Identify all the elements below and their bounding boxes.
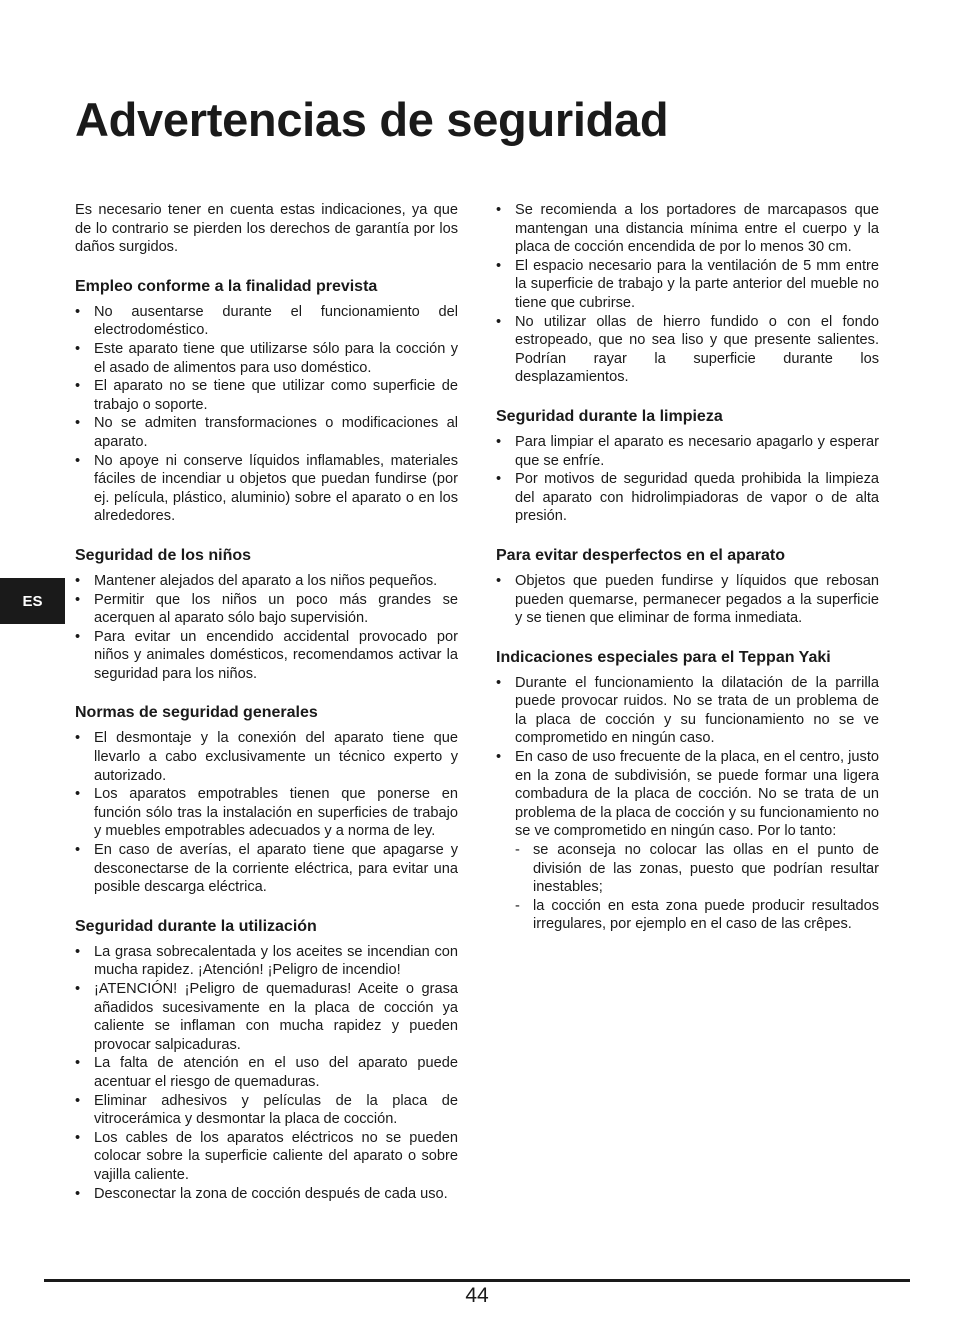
cleaning-safety-list xyxy=(496,433,879,526)
list-item: • Para evitar un encendido accidental provocado por niños y animales domésticos, recomendamos activar la seguridad para los niños. xyxy=(75,628,458,684)
intro-paragraph: Es necesario tener en cuenta estas indicaciones, ya que de lo contrario se pierden los derechos de garantía por los daños surgidos. xyxy=(75,202,458,256)
list-item: • Los cables de los aparatos eléctricos no se pueden colocar sobre la superficie caliente del aparato o sobre vajilla caliente. xyxy=(75,1129,458,1185)
list-item: • Para limpiar el aparato es necesario apagarlo y esperar que se enfríe. xyxy=(496,433,879,470)
list-item: • ¡ATENCIÓN! ¡Peligro de quemaduras! Aceite o grasa añadidos sucesivamente en la placa de cocción ya caliente se inflaman con mucha rapidez y pueden provocar salpicaduras. xyxy=(75,980,458,1054)
list-item: • El espacio necesario para la ventilación de 5 mm entre la superficie de trabajo y la parte anterior del mueble no tiene que cubrirse. xyxy=(496,257,879,313)
list-item: • Eliminar adhesivos y películas de la placa de vitrocerámica y desmontar la placa de cocción. xyxy=(75,1092,458,1129)
page-title: Advertencias de seguridad xyxy=(75,93,669,146)
list-item: • La grasa sobrecalentada y los aceites se incendian con mucha rapidez. ¡Atención! ¡Peligro de incendio! xyxy=(75,943,458,980)
language-tab: ES xyxy=(0,578,65,624)
list-item: • Objetos que pueden fundirse y líquidos que rebosan pueden quemarse, permanecer pegados a la superficie y se tienen que eliminar de forma inmediata. xyxy=(496,572,879,628)
section-heading-teppan-yaki: Indicaciones especiales para el Teppan Yaki xyxy=(496,648,831,666)
list-item: • Los aparatos empotrables tienen que ponerse en función sólo tras la instalación en superficies de trabajo y muebles empotrables adecuados y a norma de ley. xyxy=(75,785,458,841)
section-heading-intended-use: Empleo conforme a la finalidad prevista xyxy=(75,277,378,295)
list-item: • La falta de atención en el uso del aparato puede acentuar el riesgo de quemaduras. xyxy=(75,1054,458,1091)
list-item: • No se admiten transformaciones o modificaciones al aparato. xyxy=(75,414,458,451)
footer-rule xyxy=(44,1279,910,1282)
left-column xyxy=(75,201,458,1203)
general-safety-list xyxy=(75,729,458,896)
page-number: 44 xyxy=(465,1284,489,1307)
sub-list-item: - se aconseja no colocar las ollas en el punto de división de las zonas, puesto que podrían resultar inestables; xyxy=(515,841,879,897)
list-item: • El desmontaje y la conexión del aparato tiene que llevarlo a cabo exclusivamente un técnico experto y autorizado. xyxy=(75,729,458,785)
list-item: • Durante el funcionamiento la dilatación de la parrilla puede provocar ruidos. No se trata de un problema de la placa de cocción y su funcionamiento no se ve comprometido en ningún caso. xyxy=(496,674,879,748)
list-item: • Desconectar la zona de cocción después de cada uso. xyxy=(75,1185,458,1204)
section-heading-cleaning-safety: Seguridad durante la limpieza xyxy=(496,407,723,425)
list-item: • El aparato no se tiene que utilizar como superficie de trabajo o soporte. xyxy=(75,377,458,414)
section-heading-child-safety: Seguridad de los niños xyxy=(75,546,252,564)
list-item: • Este aparato tiene que utilizarse sólo para la cocción y el asado de alimentos para uso doméstico. xyxy=(75,340,458,377)
list-item xyxy=(496,748,879,934)
intended-use-list xyxy=(75,303,458,526)
section-heading-general-safety: Normas de seguridad generales xyxy=(75,704,318,722)
list-item: • Mantener alejados del aparato a los niños pequeños. xyxy=(75,572,458,591)
teppan-yaki-sublist xyxy=(515,841,879,934)
list-item: • No ausentarse durante el funcionamiento del electrodoméstico. xyxy=(75,303,458,340)
list-item: • No utilizar ollas de hierro fundido o con el fondo estropeado, que no sea liso y que presente salientes. Podrían rayar la superficie durante los desplazamientos. xyxy=(496,313,879,387)
section-heading-damage-prevention: Para evitar desperfectos en el aparato xyxy=(496,546,786,564)
list-item: • Por motivos de seguridad queda prohibida la limpieza del aparato con hidrolimpiadoras de vapor o de alta presión. xyxy=(496,470,879,526)
section-heading-usage-safety: Seguridad durante la utilización xyxy=(75,917,317,935)
right-column xyxy=(496,201,879,934)
child-safety-list xyxy=(75,572,458,684)
list-item-text: En caso de uso frecuente de la placa, en el centro, justo en la zona de subdivisión, se puede formar una ligera combadura de la placa de cocción. No se trata de un problema de la placa de cocción y su funcionamiento no se ve comprometido en ningún caso. Por lo tanto: xyxy=(515,749,879,840)
list-item: • No apoye ni conserve líquidos inflamables, materiales fáciles de incendiar u objetos que puedan fundirse (por ej. película, plástico, aluminio) sobre el aparato o en los alrededores. xyxy=(75,452,458,526)
damage-prevention-list xyxy=(496,572,879,628)
list-item: • En caso de averías, el aparato tiene que apagarse y desconectarse de la corriente eléctrica, para evitar una posible descarga eléctrica. xyxy=(75,841,458,897)
sub-list-item: - la cocción en esta zona puede producir resultados irregulares, por ejemplo en el caso de las crêpes. xyxy=(515,897,879,934)
usage-safety-list xyxy=(75,943,458,1203)
usage-safety-continued-list xyxy=(496,201,879,387)
list-item: • Se recomienda a los portadores de marcapasos que mantengan una distancia mínima entre el cuerpo y la placa de cocción encendida de por lo menos 30 cm. xyxy=(496,201,879,257)
teppan-yaki-list xyxy=(496,674,879,934)
list-item: • Permitir que los niños un poco más grandes se acerquen al aparato sólo bajo supervisión. xyxy=(75,591,458,628)
